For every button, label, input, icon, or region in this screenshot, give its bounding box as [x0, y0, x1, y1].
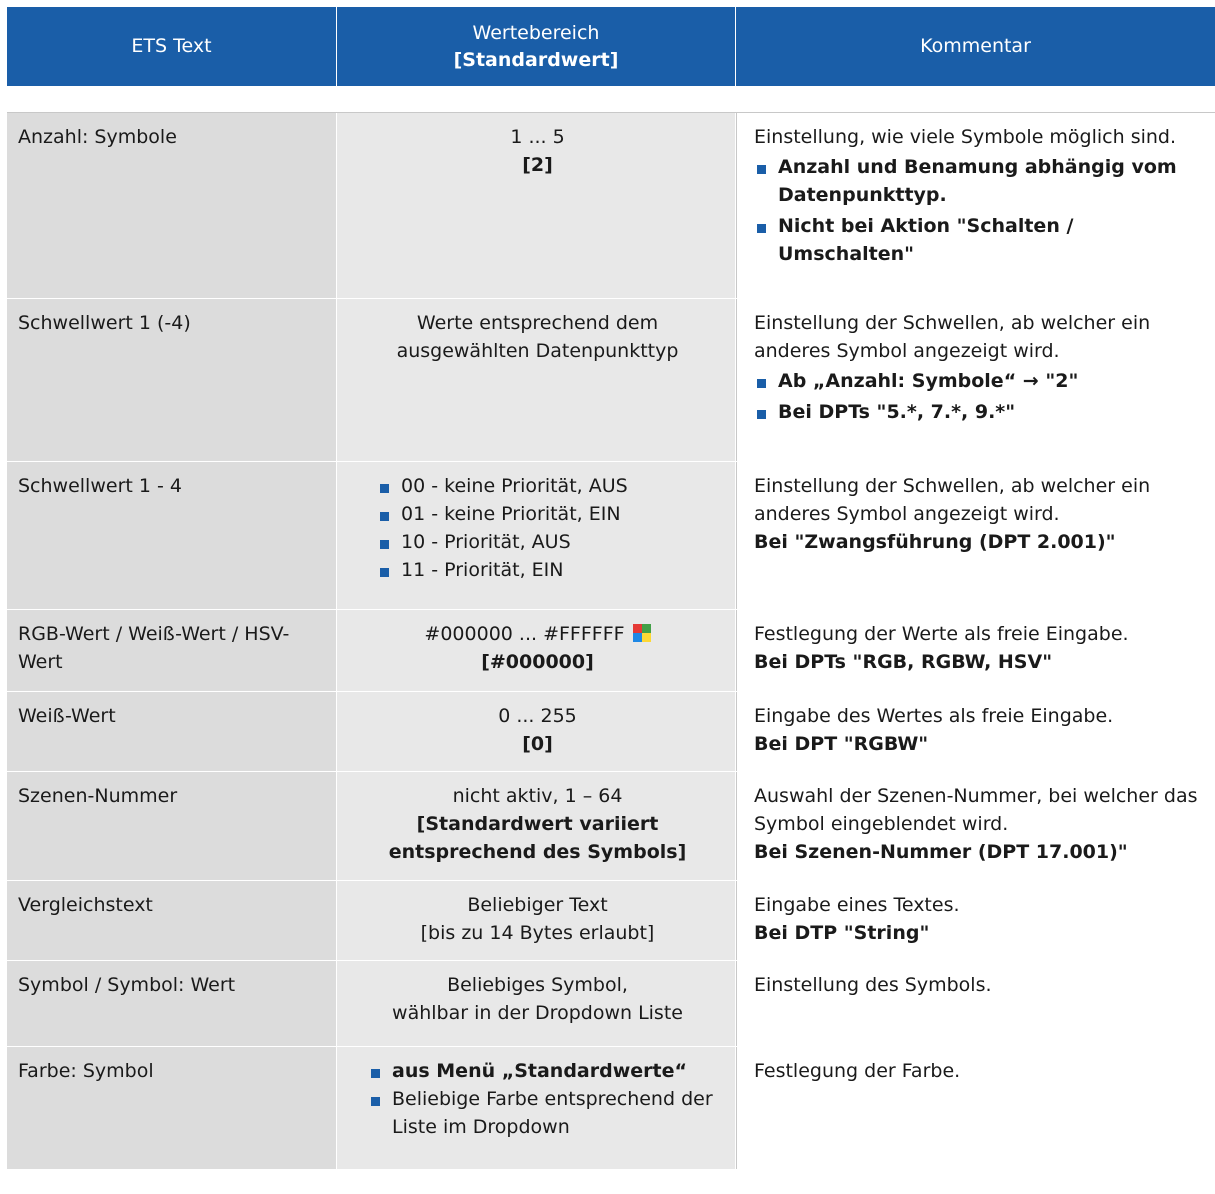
table-row	[7, 772, 1215, 881]
header-spacer	[7, 86, 1215, 113]
default-value: [2]	[522, 154, 553, 176]
value-range: 1 ... 5	[510, 126, 565, 148]
value-range-cont: wählbar in der Dropdown Liste	[392, 1002, 683, 1024]
value-range: Beliebiges Symbol,	[447, 974, 628, 996]
parameter-table	[7, 7, 1215, 1170]
row-name: Szenen-Nummer	[7, 772, 337, 880]
value-range: Beliebiger Text	[467, 894, 608, 916]
value-option: 10 - Priorität, AUS	[377, 528, 727, 556]
value-range: nicht aktiv, 1 – 64	[452, 785, 623, 807]
comment-text: Festlegung der Werte als freie Eingabe.	[754, 623, 1129, 645]
table-row	[7, 692, 1215, 772]
row-name: Symbol / Symbol: Wert	[7, 961, 337, 1046]
value-range-cont: ausgewählten Datenpunkttyp	[396, 340, 679, 362]
table-row	[7, 610, 1215, 692]
table-row	[7, 462, 1215, 610]
table-row	[7, 299, 1215, 462]
row-name: Weiß-Wert	[7, 692, 337, 771]
row-comment	[736, 692, 1215, 771]
row-comment	[736, 610, 1215, 691]
row-comment	[736, 299, 1215, 461]
row-name: Anzahl: Symbole	[7, 113, 337, 298]
comment-condition: Bei DPT "RGBW"	[754, 733, 929, 755]
table-row	[7, 961, 1215, 1047]
table-row	[7, 113, 1215, 299]
row-name: RGB-Wert / Weiß-Wert / HSV-Wert	[7, 610, 337, 691]
value-list	[348, 1057, 727, 1141]
comment-bullet: Ab „Anzahl: Symbole“ → "2"	[754, 367, 1207, 395]
default-value: [0]	[522, 733, 553, 755]
default-value: [#000000]	[481, 651, 594, 673]
default-value: [Standardwert variiert entsprechend des Symbols]	[388, 813, 687, 863]
row-value	[337, 692, 736, 771]
value-option: aus Menü „Standardwerte“	[368, 1057, 727, 1085]
comment-condition: Bei "Zwangsführung (DPT 2.001)"	[754, 531, 1116, 553]
comment-text: Einstellung der Schwellen, ab welcher ein anderes Symbol angezeigt wird.	[754, 312, 1151, 362]
table-row	[7, 1047, 1215, 1170]
row-name: Schwellwert 1 - 4	[7, 462, 337, 609]
value-range: #000000 ... #FFFFFF	[424, 623, 625, 645]
header-standardwert-label: [Standardwert]	[453, 48, 619, 71]
row-comment	[736, 772, 1215, 880]
comment-bullet: Anzahl und Benamung abhängig vom Datenpunkttyp.	[754, 153, 1207, 209]
comment-text: Einstellung des Symbols.	[754, 974, 992, 996]
comment-text: Einstellung, wie viele Symbole möglich sind.	[754, 126, 1177, 148]
value-range-note: [bis zu 14 Bytes erlaubt]	[420, 922, 655, 944]
row-comment	[736, 961, 1215, 1046]
row-name: Vergleichstext	[7, 881, 337, 960]
row-value	[337, 610, 736, 691]
value-range: Werte entsprechend dem	[416, 312, 659, 334]
value-range-line	[348, 620, 727, 648]
row-value	[337, 462, 736, 609]
value-range: 0 ... 255	[498, 705, 577, 727]
value-list	[348, 472, 727, 584]
comment-text: Festlegung der Farbe.	[754, 1060, 961, 1082]
color-picker-icon	[633, 624, 651, 642]
row-name: Schwellwert 1 (-4)	[7, 299, 337, 461]
comment-text: Eingabe eines Textes.	[754, 894, 960, 916]
value-option: 00 - keine Priorität, AUS	[377, 472, 727, 500]
header-ets-text: ETS Text	[7, 7, 337, 86]
row-comment	[736, 462, 1215, 609]
row-value	[337, 961, 736, 1046]
comment-text: Auswahl der Szenen-Nummer, bei welcher das Symbol eingeblendet wird.	[754, 785, 1198, 835]
row-name: Farbe: Symbol	[7, 1047, 337, 1169]
value-option: 01 - keine Priorität, EIN	[377, 500, 727, 528]
comment-bullet: Bei DPTs "5.*, 7.*, 9.*"	[754, 398, 1207, 426]
comment-condition: Bei Szenen-Nummer (DPT 17.001)"	[754, 841, 1128, 863]
comment-text: Einstellung der Schwellen, ab welcher ein anderes Symbol angezeigt wird.	[754, 475, 1151, 525]
comment-condition: Bei DPTs "RGB, RGBW, HSV"	[754, 651, 1053, 673]
header-wertebereich	[337, 7, 736, 86]
table-header	[7, 7, 1215, 86]
row-value	[337, 881, 736, 960]
row-value	[337, 113, 736, 298]
row-value	[337, 1047, 736, 1169]
comment-bullet: Nicht bei Aktion "Schalten / Umschalten"	[754, 212, 1207, 268]
value-option: 11 - Priorität, EIN	[377, 556, 727, 584]
header-kommentar: Kommentar	[920, 35, 1031, 57]
row-value	[337, 299, 736, 461]
header-wertebereich-label: Wertebereich	[472, 21, 600, 44]
comment-bullets	[754, 367, 1207, 426]
comment-bullets	[754, 153, 1207, 268]
row-value	[337, 772, 736, 880]
row-comment	[736, 113, 1215, 298]
table-row	[7, 881, 1215, 961]
row-comment	[736, 881, 1215, 960]
comment-text: Eingabe des Wertes als freie Eingabe.	[754, 705, 1114, 727]
comment-condition: Bei DTP "String"	[754, 922, 930, 944]
value-option: Beliebige Farbe entsprechend der Liste im Dropdown	[368, 1085, 727, 1141]
row-comment	[736, 1047, 1215, 1169]
